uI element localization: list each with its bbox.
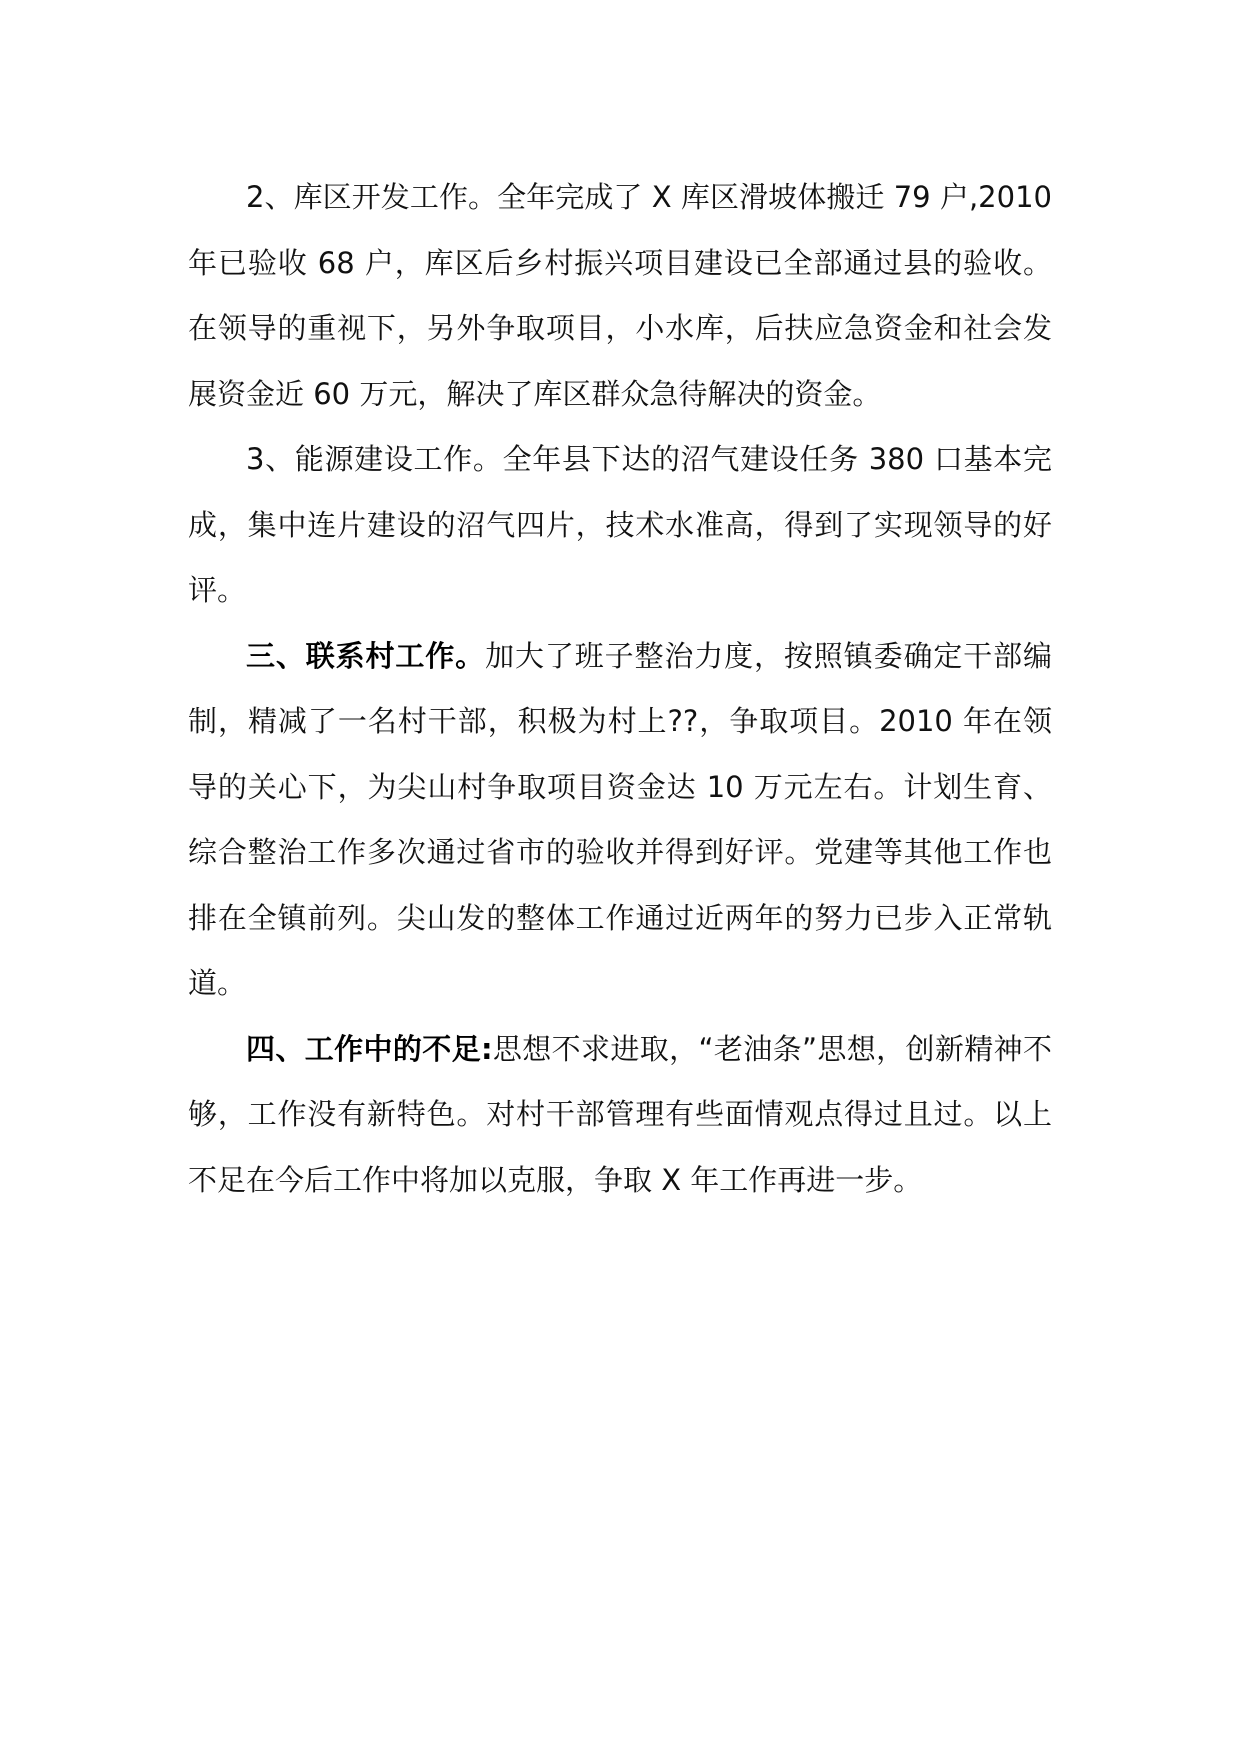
paragraph-village-liaison <box>188 624 1052 1017</box>
paragraph-heading: 三、联系村工作。 <box>246 638 486 673</box>
paragraph-text: 思想不求进取，“老油条”思想，创新精神不够，工作没有新特色。对村干部管理有些面情观点得过且过。以上不足在今后工作中将加以克服，争取 X 年工作再进一步。 <box>188 1031 1052 1197</box>
document-body <box>188 165 1052 1213</box>
paragraph-text: 2、库区开发工作。全年完成了 X 库区滑坡体搬迁 79 户,2010 年已验收 68 户，库区后乡村振兴项目建设已全部通过县的验收。在领导的重视下，另外争取项目，小水库，后扶应急资金和社会发展资金近 60 万元，解决了库区群众急待解决的资金。 <box>188 180 1052 411</box>
paragraph-reservoir-development <box>188 165 1052 427</box>
paragraph-heading: 四、工作中的不足: <box>246 1031 493 1066</box>
paragraph-shortcomings <box>188 1017 1052 1214</box>
paragraph-text: 加大了班子整治力度，按照镇委确定干部编制，精减了一名村干部，积极为村上??，争取项目。2010 年在领导的关心下，为尖山村争取项目资金达 10 万元左右。计划生育、综合整治工作多次通过省市的验收并得到好评。党建等其他工作也排在全镇前列。尖山发的整体工作通过近两年的努力已步入正常轨道。 <box>188 638 1052 1000</box>
paragraph-text: 3、能源建设工作。全年县下达的沼气建设任务 380 口基本完成，集中连片建设的沼气四片，技术水准高，得到了实现领导的好评。 <box>188 442 1052 607</box>
paragraph-energy-construction <box>188 427 1052 624</box>
